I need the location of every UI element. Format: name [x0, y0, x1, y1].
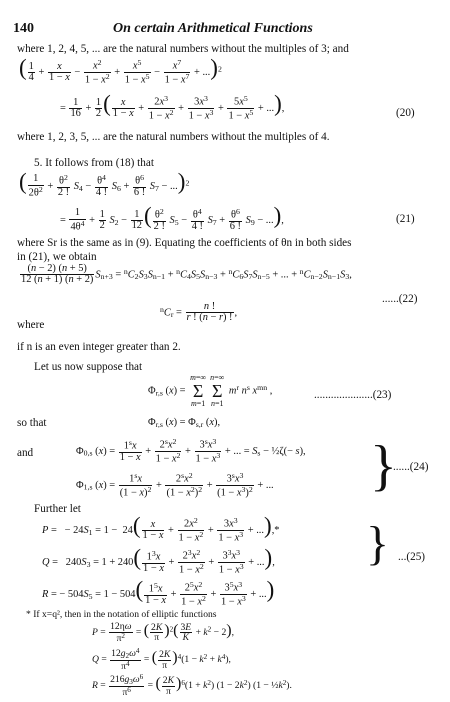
further-let-label: Further let — [34, 503, 81, 515]
right-brace-25: } — [366, 517, 390, 570]
equation-21-number: (21) — [396, 213, 415, 225]
and-label: and — [17, 447, 34, 459]
text-line-6: Let us now suppose that — [34, 361, 143, 373]
binomial-definition: $^nC_r$ = $\frac{n !}{r ! (n - r) !}$ , — [160, 301, 238, 324]
equation-24-number: ......(24) — [393, 461, 429, 473]
equation-20-line-2: = $\frac{1}{16}$ + $\frac{1}{2}$ ( $\frac{x}{1 - x}$ + $\frac{2x^3}{1 - x^2}$ + $\frac{3x^3}{1 - x^3}$ + $\frac{5x^5}{1 - x^5}$ + ...), — [60, 91, 285, 122]
equation-25-Q: $Q = 240S_3 = 1 + 240$( $\frac{1^3x}{1 - x}$ + $\frac{2^3x^2}{1 - x^2}$ + $\frac{3^3x^3}{1 - x^3}$ + ...), — [42, 545, 275, 576]
equation-25-P: P = − $24S_1 = 1 - 24$( $\frac{x}{1 - x}$ + $\frac{2x^2}{1 - x^2}$ + $\frac{3x^3}{1 - x^3}$ + ...),* — [42, 513, 280, 544]
text-line-3: where Sr is the same as in (9). Equating the coefficients of θn in both sides — [17, 237, 352, 249]
equation-23-number: .....................(23) — [314, 389, 392, 401]
symmetry-relation: $\Phi_{r,s}$ $(x) = \Phi_{s,r}$ (x), — [148, 417, 221, 429]
equation-22: $\frac{(n - 2) (n + 5)}{12 (n + 1) (n + 2)}$ $S_{n+3} = ^nC_2S_3S_{n-1} + ^nC_4S_5S_{n-3} + ^nC_6S_7S_{n-5}$ + ... + $^nC_{n-2}S_{n-1}S_3$, — [21, 263, 352, 286]
footnote-text: * If x=q², then in the notation of elliptic functions — [26, 609, 217, 620]
text-line-4: in (21), we obtain — [17, 251, 97, 263]
section-5-intro: 5. It follows from (18) that — [34, 157, 154, 169]
equation-25-number: ...(25) — [398, 551, 426, 563]
equation-23: $\Phi_{r,s}$ (x) = m=∞ Σ m=1 n=∞ Σ n=1 $m^r$ $n^s$ $x^{mn}$ , — [148, 373, 273, 408]
right-brace-24: } — [370, 435, 397, 497]
equation-24-line-2: $\Phi_{1,s}$ (x) = $\frac{1^sx}{(1 - x)^2}$ + $\frac{2^sx^2}{(1 - x^2)^2}$ + $\frac{3^sx^3}{(1 - x^3)^2}$ + ... — [76, 471, 274, 499]
page-number: 140 — [13, 21, 34, 36]
footnote-Q: Q = $\frac{12g_2\omega^4}{\pi^4}$ = ( $\frac{2K}{\pi}$ )$^4(1 - k^2 + k^4)$, — [92, 647, 231, 673]
where-label: where — [17, 319, 45, 331]
footnote-R: R = $\frac{216g_3\omega^6}{\pi^6}$ = ( $\frac{2K}{\pi}$ )$^6(1 + k^2)$ $(1 - 2k^2)$ $(1 - \frac{1}{2}k^2)$. — [92, 673, 292, 699]
text-line-5: if n is an even integer greater than 2. — [17, 341, 181, 353]
equation-22-number: ......(22) — [382, 293, 418, 305]
footnote-P: P = $\frac{12\eta\omega}{\pi^2}$ = ( $\frac{2K}{\pi}$ )$^2$( $\frac{3E}{K}$ + $k^2 - 2$), — [92, 621, 234, 644]
equation-20-line-1: ( $\frac{1}{4}$ + $\frac{x}{1 - x}$ − $\frac{x^2}{1 - x^2}$ + $\frac{x^5}{1 - x^5}$ − $\frac{x^7}{1 - x^7}$ + ...)$^2$ — [19, 55, 222, 86]
text-line-1: where 1, 2, 4, 5, ... are the natural numbers without the multiples of 3; and — [17, 43, 349, 55]
equation-20-number: (20) — [396, 107, 415, 119]
running-title: On certain Arithmetical Functions — [113, 21, 313, 36]
text-line-2: where 1, 2, 3, 5, ... are the natural numbers without the multiples of 4. — [17, 131, 330, 143]
equation-25-R: R = − $504S_5 = 1 - 504$( $\frac{1^5x}{1 - x}$ + $\frac{2^5x^2}{1 - x^2}$ + $\frac{3^5x^3}{1 - x^3}$ + ...) — [42, 577, 275, 608]
equation-21-line-1: ( $\frac{1}{2\theta^2}$ + $\frac{\theta^2}{2 !}$ $S_4$ − $\frac{\theta^4}{4 !}$ $S_6$ + $\frac{\theta^6}{6 !}$ $S_7 - ...)^2$ — [19, 169, 190, 199]
equation-21-line-2: = $\frac{1}{4\theta^4}$ + $\frac{1}{2}$ $S_2$ − $\frac{1}{12}$ ( $\frac{\theta^2}{2 !}$ $S_5$ − $\frac{\theta^4}{4 !}$ $S_7$ + $\frac{\theta^6}{6 !}$ $S_9$ − ...), — [60, 203, 284, 233]
equation-24-line-1: $\Phi_{0,s}$ (x) = $\frac{1^sx}{1 - x}$ + $\frac{2^sx^2}{1 - x^2}$ + $\frac{3^sx^3}{1 - x^3}$ + ... = $S_s$ − ½ζ(− s), — [76, 437, 306, 465]
so-that-label: so that — [17, 417, 47, 429]
